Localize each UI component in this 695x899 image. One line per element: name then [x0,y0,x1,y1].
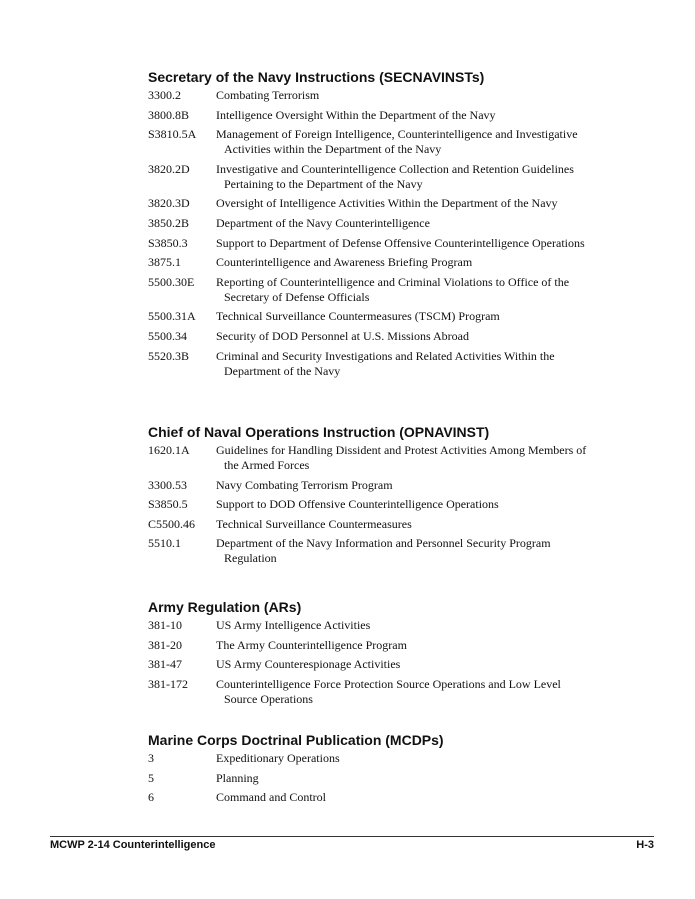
list-item [148,517,588,532]
instruction-number: 5500.34 [148,328,187,343]
section-heading: Chief of Naval Operations Instruction (OPNAVINST) [148,424,490,440]
entry-list [148,88,588,379]
instruction-title: Investigative and Counterintelligence Collection and Retention Guidelines Pertaining to the Department of the Navy [216,161,574,191]
section-army-regulations [148,598,588,707]
list-item [148,329,588,344]
instruction-number: 3800.8B [148,107,190,122]
section-heading: Marine Corps Doctrinal Publication (MCDPs) [148,732,444,748]
section-heading: Secretary of the Navy Instructions (SECNAVINSTs) [148,69,485,85]
instruction-title: Navy Combating Terrorism Program [216,477,393,492]
list-item [148,443,588,473]
instruction-title: Support to DOD Offensive Counterintelligence Operations [216,497,499,512]
instruction-number: 5500.31A [148,309,196,324]
list-item [148,236,588,251]
instruction-number: S3850.5 [148,497,188,512]
instruction-title: Management of Foreign Intelligence, Counterintelligence and Investigative Activities within the Department of the Navy [216,127,578,157]
list-item [148,309,588,324]
instruction-number: 5520.3B [148,348,190,363]
instruction-number: 5500.30E [148,274,195,289]
instruction-title: Support to Department of Defense Offensive Counterintelligence Operations [216,235,585,250]
instruction-title: Counterintelligence and Awareness Briefing Program [216,255,473,270]
instruction-title: Security of DOD Personnel at U.S. Missions Abroad [216,328,469,343]
section-opnavinst [148,423,588,566]
instruction-number: 1620.1A [148,443,190,457]
instruction-title: The Army Counterintelligence Program [216,637,407,652]
instruction-title: Planning [216,770,259,785]
instruction-number: S3850.3 [148,235,188,250]
list-item [148,216,588,231]
instruction-title: Combating Terrorism [216,88,320,102]
list-item [148,618,588,633]
instruction-number: 3850.2B [148,215,190,230]
instruction-title: Command and Control [216,790,326,805]
instruction-title: Counterintelligence Force Protection Source Operations and Low Level Source Operations [216,676,561,706]
list-item [148,127,588,157]
instruction-number: 381-10 [148,618,182,632]
instruction-number: 3820.3D [148,196,190,211]
instruction-number: 5 [148,770,154,785]
section-mcdps [148,731,588,805]
instruction-title: Oversight of Intelligence Activities Within the Department of the Navy [216,196,558,211]
instruction-number: 3875.1 [148,255,181,270]
instruction-title: Intelligence Oversight Within the Department of the Navy [216,107,496,122]
footer-publication-title: MCWP 2-14 Counterintelligence [50,839,216,851]
instruction-title: Technical Surveillance Countermeasures [216,516,412,531]
instruction-number: 6 [148,790,154,805]
list-item [148,349,588,379]
list-item [148,790,588,805]
list-item [148,638,588,653]
instruction-number: 3300.2 [148,88,181,102]
instruction-number: 381-172 [148,676,188,691]
instruction-number: 3300.53 [148,477,187,492]
instruction-title: Reporting of Counterintelligence and Criminal Violations to Office of the Secretary of Defense Officials [216,274,570,304]
footer-divider [50,836,654,837]
list-item [148,751,588,766]
list-item [148,536,588,566]
entry-list [148,618,588,707]
list-item [148,255,588,270]
instruction-number: 3820.2D [148,161,190,176]
instruction-title: Technical Surveillance Countermeasures (TSCM) Program [216,309,500,324]
instruction-number: S3810.5A [148,127,197,142]
list-item [148,677,588,707]
list-item [148,196,588,211]
list-item [148,771,588,786]
instruction-title: Criminal and Security Investigations and Related Activities Within the Department of the Navy [216,348,555,378]
instruction-number: 381-47 [148,657,182,672]
list-item [148,162,588,192]
section-secnavinsts [148,68,588,379]
instruction-title: Department of the Navy Information and Personnel Security Program Regulation [216,536,551,566]
instruction-title: US Army Counterespionage Activities [216,657,401,672]
list-item [148,108,588,123]
entry-list [148,751,588,805]
instruction-title: Guidelines for Handling Dissident and Protest Activities Among Members of the Armed Forces [216,443,587,472]
instruction-number: 5510.1 [148,536,181,551]
instruction-number: 3 [148,751,154,765]
list-item [148,657,588,672]
list-item [148,478,588,493]
instruction-title: Department of the Navy Counterintelligence [216,215,430,230]
section-heading: Army Regulation (ARs) [148,599,302,615]
list-item [148,88,588,103]
entry-list [148,443,588,566]
instruction-number: C5500.46 [148,516,196,531]
list-item [148,497,588,512]
list-item [148,275,588,305]
instruction-title: Expeditionary Operations [216,751,340,765]
footer-page-number: H-3 [636,839,654,851]
instruction-number: 381-20 [148,637,182,652]
instruction-title: US Army Intelligence Activities [216,618,371,632]
